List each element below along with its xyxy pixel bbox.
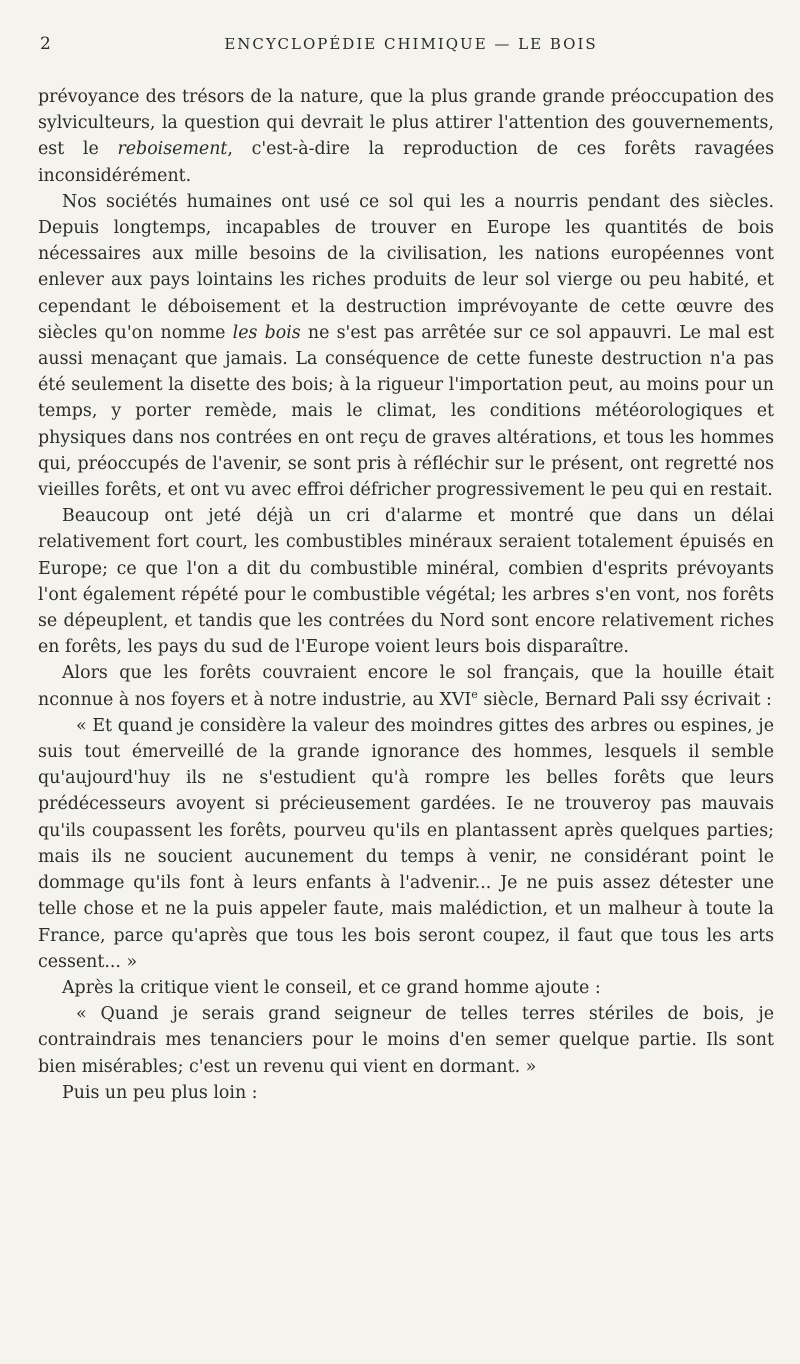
text-run: Beaucoup ont jeté déjà un cri d'alarme et montré que dans un délai relativement fort court, les combustibles minéraux seraient totalement épuisés en Europe; ce que l'on a dit du combustible minéral, combien d'esprits prévoyants l'ont également répété pour le combustible végétal; les arbres s'en vont, nos forêts se dépeuplent, et tandis que les contrées du Nord sont encore relativement riches en forêts, les pays du sud de l'Europe voient leurs bois disparaître. [38,506,774,658]
page-number: 2 [40,34,53,54]
text-run: Nos sociétés humaines ont usé ce sol qui les a nourris pendant des siècles. Depuis longtemps, incapables de trouver en Europe les quantités de bois nécessaires aux mille besoins de la civilisation, les nations européennes vont enlever aux pays lointains les riches produits de leur sol vierge ou peu habité, et cependant le déboisement et la destruction imprévoyante de cette œuvre des siècles qu'on nomme [38,191,774,343]
text-run: « Quand je serais grand seigneur de telles terres stériles de bois, je contraindrais mes tenanciers pour le moins d'en semer quelque partie. Ils sont bien misérables; c'est un revenu qui vient en dormant. » [38,1004,774,1077]
text-run: « Et quand je considère la valeur des moindres gittes des arbres ou espines, je suis tout émerveillé de la grande ignorance des hommes, lesquels il semble qu'aujourd'huy ils ne s'estudient qu'à rompre les belles forêts que leurs prédécesseurs avoyent si précieusement gardées. Ie ne trouveroy pas mauvais qu'ils coupassent les forêts, pourveu qu'ils en plantassent après quelques parties; mais ils ne soucient aucunement du temps à venir, ne considérant point le dommage qu'ils font à leurs enfants à l'advenir... Je ne puis assez détester une telle chose et ne la puis appeler faute, mais malédiction, et un malheur à toute la France, parce qu'après que tous les bois seront coupez, il faut que tous les arts cessent... » [38,715,774,972]
text-run: , c'est-à-dire la reproduction de ces forêts ravagées inconsidérément. [38,139,774,186]
italic-term-reboisement: reboisement [117,139,228,160]
running-title: ENCYCLOPÉDIE CHIMIQUE — LE BOIS [224,35,598,53]
page-header [38,34,774,60]
paragraph [38,1080,774,1106]
paragraph [38,660,774,712]
text-run: Alors que les forêts couvraient encore le sol français, que la houille était nconnue à nos foyers et à notre industrie, au XVI [38,663,774,710]
text-run: Après la critique vient le conseil, et ce grand homme ajoute : [62,977,601,998]
paragraph [38,189,774,503]
superscript-e: e [471,687,478,701]
quotation-paragraph [38,713,774,975]
paragraph [38,975,774,1001]
text-run: ne s'est pas arrêtée sur ce sol appauvri. Le mal est aussi menaçant que jamais. La conséquence de cette funeste destruction n'a pas été seulement la disette des bois; à la rigueur l'importation peut, au moins pour un temps, y porter remède, mais le climat, les conditions météorologiques et physiques dans nos contrées en ont reçu de graves altérations, et tous les hommes qui, préoccupés de l'avenir, se sont pris à réfléchir sur le présent, ont regretté nos vieilles forêts, et ont vu avec effroi défricher progressivement le peu qui en restait. [38,322,774,501]
text-run: Puis un peu plus loin : [62,1082,258,1103]
quotation-paragraph [38,1001,774,1080]
text-run: prévoyance des trésors de la nature, que la plus grande grande préoccupation des sylviculteurs, la question qui devrait le plus attirer l'attention des gouvernements, est le [38,87,774,160]
paragraph [38,503,774,660]
body-text [38,84,774,1106]
text-run: siècle, Bernard Pali ssy écrivait : [477,689,772,710]
paragraph [38,84,774,189]
italic-term-les-bois: les bois [232,322,301,343]
